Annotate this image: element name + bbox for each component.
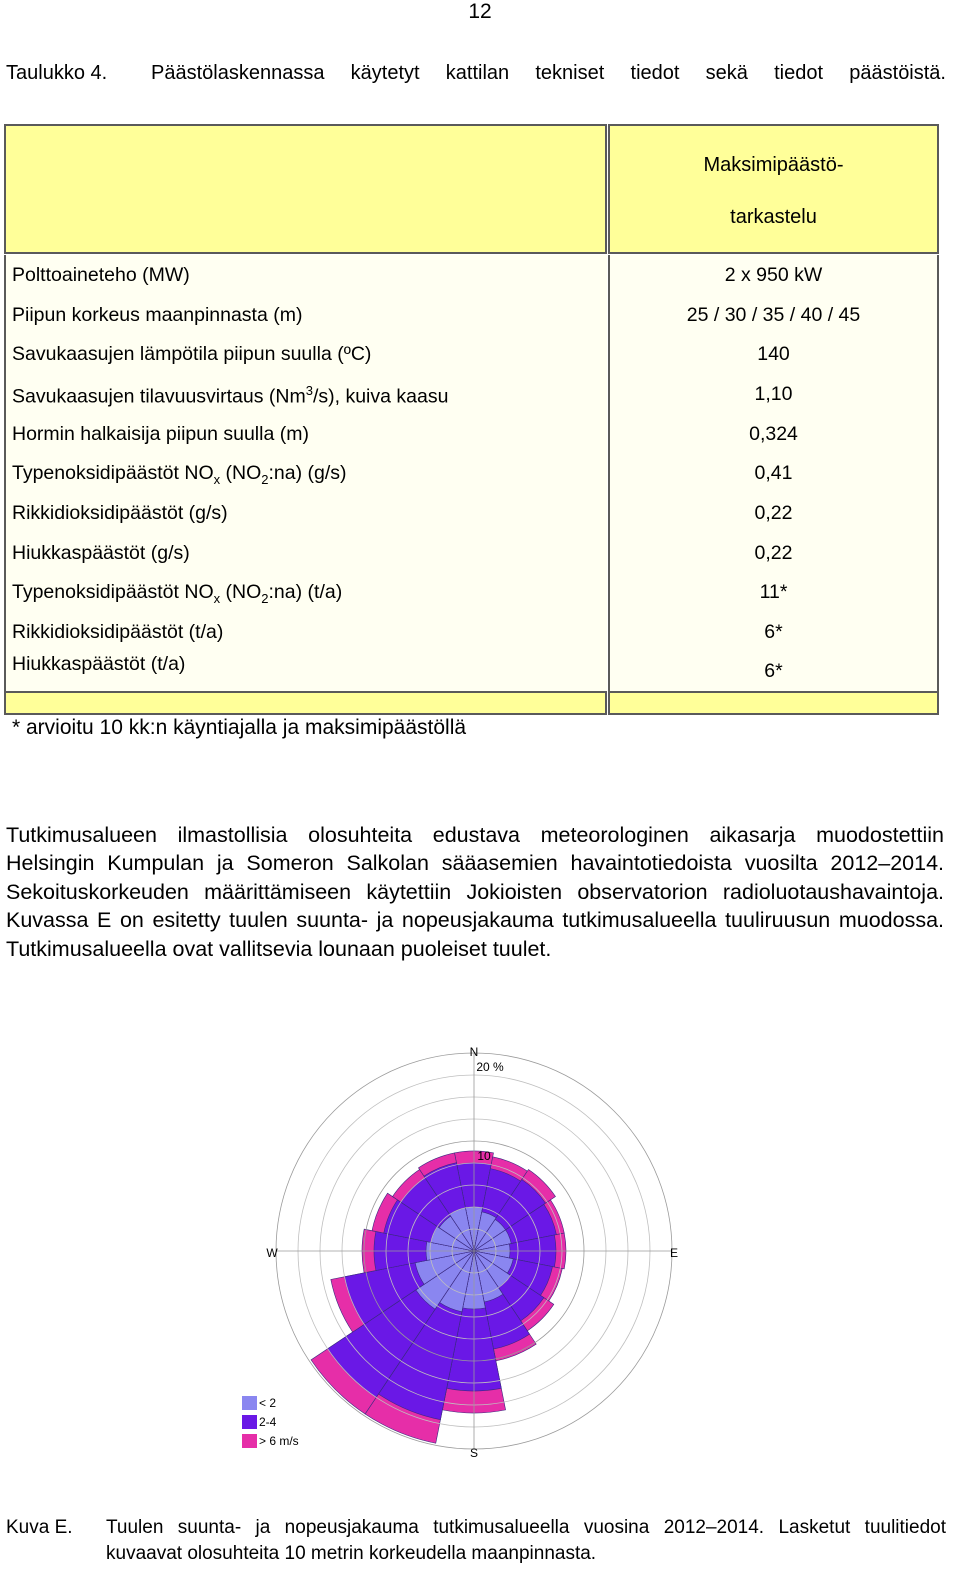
legend-label-low: < 2 (259, 1396, 277, 1410)
row-label-fuel-power: Polttoaineteho (MW) (12, 264, 190, 286)
row-label-so2-ta: Rikkidioksidipäästöt (t/a) (12, 621, 224, 643)
row-label-so2-gs: Rikkidioksidipäästöt (g/s) (12, 502, 228, 524)
row-value-particles-gs: 0,22 (754, 542, 793, 564)
west-label: W (266, 1246, 278, 1260)
row-label-nox-ta: Typenoksidipäästöt $NO_x$ $(NO_2:na)$ (t/a) (12, 581, 343, 606)
row-value-fuel-power: 2 x 950 kW (724, 264, 823, 286)
table-caption-label: Taulukko 4. (6, 62, 108, 84)
north-label: N (469, 1045, 479, 1059)
row-value-flue-temp: 140 (757, 343, 790, 365)
row-label-flue-flow: Savukaasujen tilavuusvirtaus (Nm$^3$/s), kuiva kaasu (12, 383, 449, 408)
row-label-particles-gs: Hiukkaspäästöt (g/s) (12, 542, 190, 564)
row-label-nox-gs: Typenoksidipäästöt $NO_x$ $(NO_2:na)$ (g/s) (12, 462, 347, 487)
row-label-particles-ta: Hiukkaspäästöt (t/a) (12, 653, 186, 675)
wind-rose-figure (236, 1038, 716, 1458)
row-label-flue-diameter: Hormin halkaisija piipun suulla (m) (12, 423, 309, 445)
table-header-empty-cell (4, 124, 607, 254)
wind-rose (236, 1038, 716, 1458)
emissions-table (4, 124, 939, 715)
row-value-so2-gs: 0,22 (754, 502, 793, 524)
table-header-line2: tarkastelu (730, 206, 817, 228)
body-paragraph: Tutkimusalueen ilmastollisia olosuhteita edustava meteorologinen aikasarja muodostettiin Helsingin Kumpulan ja Someron Salkolan sääasemien havaintotiedoista vuosilta 2012–2014. Sekoituskorkeuden määrittämiseen käytettiin Jokioisten observatorion radioluotaushavaintoja. Kuvassa E on esitetty tuulen suunta- ja nopeusjakauma tutkimusalueella tuuliruusun muodossa. Tutkimusalueella ovat vallitsevia lounaan puoleiset tuulet. (6, 823, 944, 961)
row-label-stack-height: Piipun korkeus maanpinnasta (m) (12, 304, 303, 326)
table-footer-left (4, 691, 607, 715)
row-value-so2-ta: 6* (764, 621, 783, 643)
table-header-line1: Maksimipäästö- (703, 154, 844, 176)
legend-label-mid: 2-4 (259, 1415, 277, 1429)
figure-caption-label: Kuva E. (6, 1517, 73, 1538)
row-value-nox-ta: 11* (759, 581, 788, 603)
row-value-stack-height: 25 / 30 / 35 / 40 / 45 (686, 304, 861, 326)
table-caption-text: Päästölaskennassa käytetyt kattilan tekniset tiedot sekä tiedot päästöistä. (151, 62, 946, 84)
table-footnote: * arvioitu 10 kk:n käyntiajalla ja maksimipäästöllä (12, 716, 467, 739)
east-label: E (669, 1246, 679, 1260)
row-value-particles-ta: 6* (764, 660, 783, 682)
wind-rose-sectors (311, 1151, 566, 1443)
figure-caption-text: Tuulen suunta- ja nopeusjakauma tutkimusalueella vuosina 2012–2014. Lasketut tuulitiedot kuvaavat olosuhteita 10 metrin korkeudella maanpinnasta. (106, 1517, 946, 1564)
ring-label-10: 10 (477, 1149, 491, 1163)
ring-label-20: 20 % (476, 1060, 504, 1074)
legend-swatch-high (242, 1434, 257, 1448)
row-label-flue-temp: Savukaasujen lämpötila piipun suulla (ºC) (12, 343, 372, 365)
row-value-flue-flow: 1,10 (754, 383, 793, 405)
page-number: 12 (468, 0, 492, 23)
row-value-nox-gs: 0,41 (754, 462, 793, 484)
south-label: S (469, 1446, 479, 1458)
legend-label-high: > 6 m/s (259, 1434, 299, 1448)
table-footer-right (608, 691, 939, 715)
row-value-flue-diameter: 0,324 (749, 423, 798, 445)
table-header-cell (608, 124, 939, 254)
legend-swatch-mid (242, 1415, 257, 1429)
legend-swatch-low (242, 1396, 257, 1410)
